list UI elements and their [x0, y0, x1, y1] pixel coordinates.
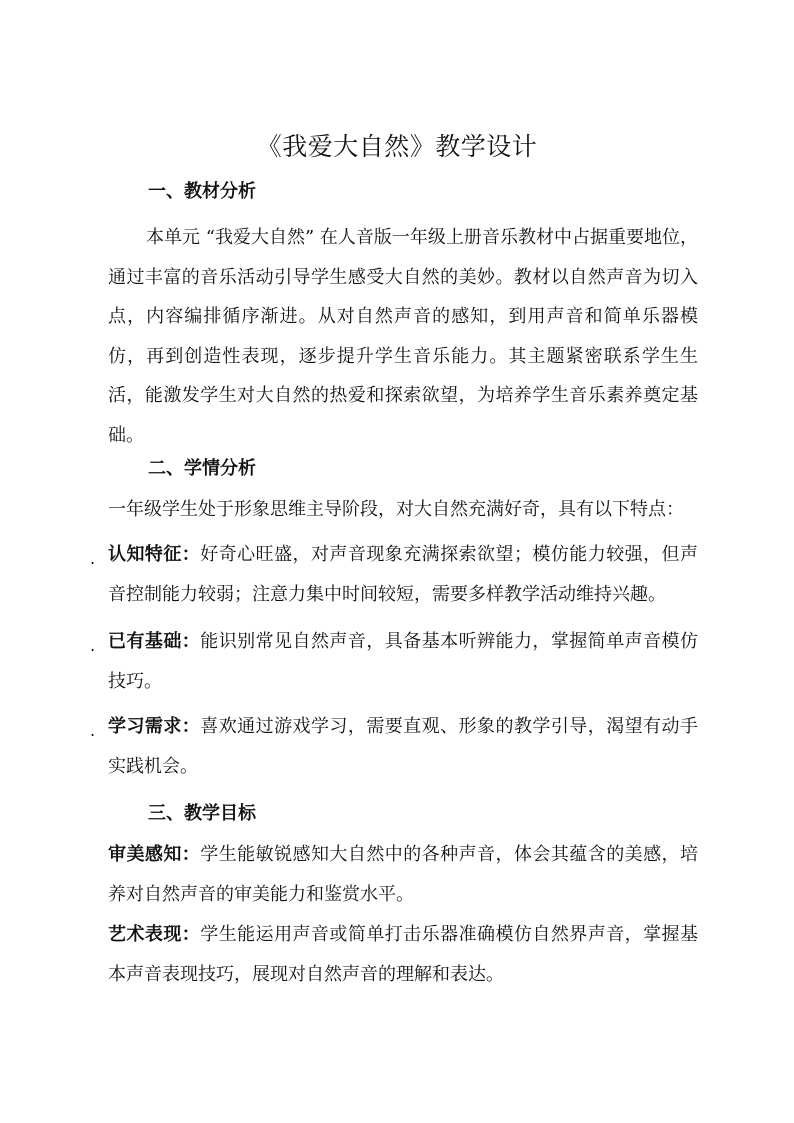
bullet-label: 已有基础： [108, 631, 201, 652]
bullet-existing-foundation [108, 622, 698, 701]
bullet-label: 认知特征： [108, 544, 201, 565]
goal-artistic-expression [108, 915, 698, 994]
bullet-cognitive-traits [108, 535, 698, 614]
section-heading-teaching-goals: 三、教学目标 [148, 803, 256, 824]
bullet-text: 能识别常见自然声音，具备基本听辨能力，掌握简单声音模仿技巧。 [108, 631, 699, 692]
document-title: 《我爱大自然》教学设计 [256, 132, 538, 161]
bullet-label: 学习需求： [108, 716, 201, 737]
section-heading-student-analysis: 二、学情分析 [148, 458, 256, 479]
bullet-marker: . [90, 549, 96, 568]
textbook-analysis-paragraph [108, 218, 698, 455]
bullet-text: 喜欢通过游戏学习，需要直观、形象的教学引导，渴望有动手实践机会。 [108, 716, 699, 777]
bullet-marker: . [90, 721, 96, 740]
bullet-text: 好奇心旺盛，对声音现象充满探索欲望；模仿能力较强，但声音控制能力较弱；注意力集中时间较短，需要多样教学活动维持兴趣。 [108, 544, 699, 605]
textbook-analysis-text: 本单元 “我爱大自然” 在人音版一年级上册音乐教材中占据重要地位，通过丰富的音乐活动引导学生感受大自然的美妙。教材以自然声音为切入点，内容编排循序渐进。从对自然声音的感知，到用声音和简单乐器模仿，再到创造性表现，逐步提升学生音乐能力。其主题紧密联系学生生活，能激发学生对大自然的热爱和探索欲望，为培养学生音乐素养奠定基础。 [108, 227, 698, 446]
bullet-marker: . [90, 636, 96, 655]
student-analysis-intro: 一年级学生处于形象思维主导阶段，对大自然充满好奇，具有以下特点： [108, 499, 684, 520]
goal-label: 艺术表现： [108, 924, 201, 945]
section-heading-textbook-analysis: 一、教材分析 [148, 181, 256, 202]
bullet-learning-needs [108, 707, 698, 786]
goal-text: 学生能敏锐感知大自然中的各种声音，体会其蕴含的美感，培养对自然声音的审美能力和鉴赏水平。 [108, 844, 699, 905]
goal-aesthetic-perception [108, 835, 698, 914]
goal-text: 学生能运用声音或简单打击乐器准确模仿自然界声音，掌握基本声音表现技巧，展现对自然声音的理解和表达。 [108, 924, 699, 985]
goal-label: 审美感知： [108, 844, 201, 865]
